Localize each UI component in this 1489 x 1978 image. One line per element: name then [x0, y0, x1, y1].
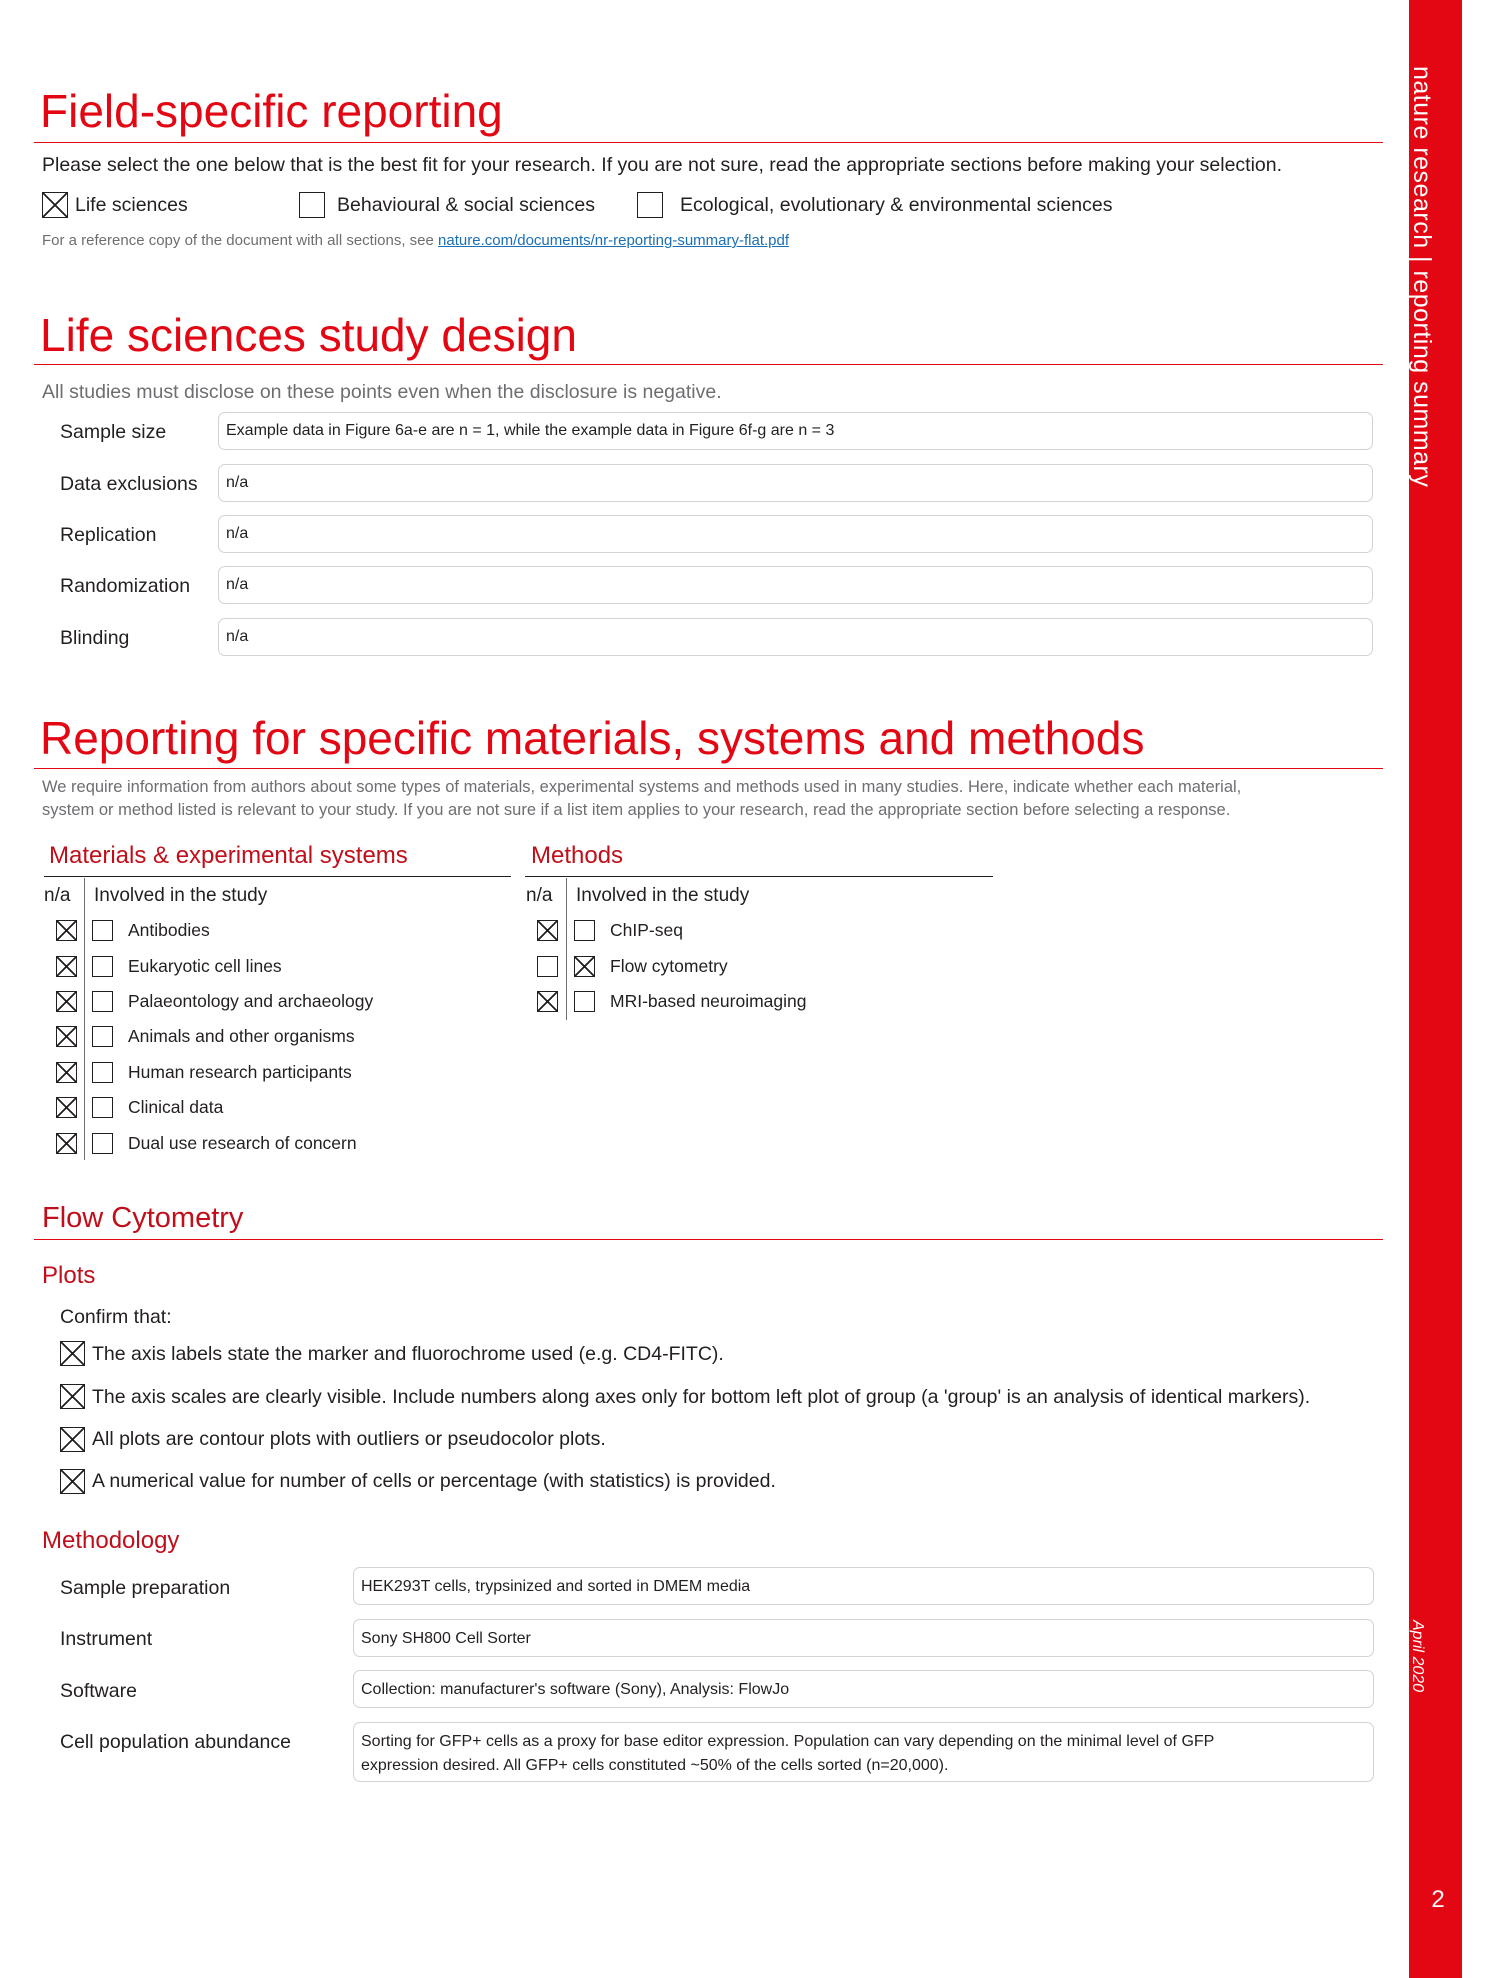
human-participants-involved-checkbox[interactable] — [92, 1062, 113, 1083]
numerical-value-checkbox[interactable] — [60, 1469, 85, 1494]
antibodies-na-checkbox[interactable] — [56, 920, 77, 941]
column-rule — [44, 876, 511, 877]
dual-use-label: Dual use research of concern — [128, 1133, 357, 1153]
reference-prefix: For a reference copy of the document with all sections, see — [42, 232, 439, 249]
clinical-data-involved-checkbox[interactable] — [92, 1097, 113, 1118]
flow-cytometry-na-checkbox[interactable] — [537, 956, 558, 977]
clinical-data-na-checkbox[interactable] — [56, 1097, 77, 1118]
abundance-label: Cell population abundance — [60, 1731, 291, 1753]
reference-link[interactable]: nature.com/documents/nr-reporting-summary-flat.pdf — [438, 232, 790, 249]
plots-heading: Plots — [42, 1262, 96, 1289]
materials-heading: Reporting for specific materials, systems and methods — [40, 712, 1145, 764]
divider — [34, 364, 1383, 365]
dual-use-na-checkbox[interactable] — [56, 1133, 77, 1154]
software-label: Software — [60, 1680, 137, 1702]
data-exclusions-label: Data exclusions — [60, 473, 198, 495]
clinical-data-label: Clinical data — [128, 1097, 224, 1117]
life-sciences-checkbox[interactable] — [42, 192, 68, 218]
axis-scales-text: The axis scales are clearly visible. Include numbers along axes only for bottom left plot of group (a 'group' is an analysis of identical markers). — [92, 1386, 1311, 1408]
cell-lines-na-checkbox[interactable] — [56, 956, 77, 977]
materials-column-title: Materials & experimental systems — [49, 842, 408, 869]
methodology-heading: Methodology — [42, 1527, 180, 1554]
palaeontology-label: Palaeontology and archaeology — [128, 991, 374, 1011]
abundance-field[interactable] — [353, 1722, 1374, 1782]
randomization-label: Randomization — [60, 575, 191, 597]
materials-involved-header: Involved in the study — [94, 885, 268, 906]
abundance-line2: expression desired. All GFP+ cells constituted ~50% of the cells sorted (n=20,000). — [361, 1757, 949, 1774]
sidebar-title: nature research | reporting summary — [1408, 66, 1436, 488]
ecological-label: Ecological, evolutionary & environmental sciences — [680, 194, 1113, 216]
human-participants-label: Human research participants — [128, 1062, 352, 1082]
sidebar-date: April 2020 — [1409, 1620, 1426, 1693]
contour-plots-text: All plots are contour plots with outliers or pseudocolor plots. — [92, 1428, 606, 1450]
reference-note — [42, 232, 789, 249]
flow-cytometry-heading: Flow Cytometry — [42, 1202, 244, 1234]
field-specific-heading: Field-specific reporting — [40, 85, 503, 137]
mri-na-checkbox[interactable] — [537, 991, 558, 1012]
study-design-heading: Life sciences study design — [40, 309, 577, 361]
palaeontology-na-checkbox[interactable] — [56, 991, 77, 1012]
chip-seq-label: ChIP-seq — [610, 920, 683, 940]
replication-label: Replication — [60, 524, 157, 546]
methods-na-header: n/a — [526, 885, 553, 906]
chip-seq-na-checkbox[interactable] — [537, 920, 558, 941]
human-participants-na-checkbox[interactable] — [56, 1062, 77, 1083]
cell-lines-label: Eukaryotic cell lines — [128, 956, 282, 976]
sample-prep-field[interactable]: HEK293T cells, trypsinized and sorted in DMEM media — [353, 1567, 1374, 1605]
mri-label: MRI-based neuroimaging — [610, 991, 807, 1011]
randomization-field[interactable]: n/a — [218, 566, 1373, 604]
materials-na-header: n/a — [44, 885, 71, 906]
behavioural-label: Behavioural & social sciences — [337, 194, 595, 216]
life-sciences-label: Life sciences — [75, 194, 188, 216]
chip-seq-involved-checkbox[interactable] — [574, 920, 595, 941]
methods-involved-header: Involved in the study — [576, 885, 750, 906]
antibodies-label: Antibodies — [128, 920, 210, 940]
field-instruction: Please select the one below that is the best fit for your research. If you are not sure, read the appropriate sections before making your selection. — [42, 154, 1283, 176]
mri-involved-checkbox[interactable] — [574, 991, 595, 1012]
data-exclusions-field[interactable]: n/a — [218, 464, 1373, 502]
blinding-label: Blinding — [60, 627, 130, 649]
divider — [34, 142, 1383, 143]
sample-prep-label: Sample preparation — [60, 1577, 231, 1599]
flow-cytometry-involved-checkbox[interactable] — [574, 956, 595, 977]
ecological-checkbox[interactable] — [637, 192, 663, 218]
column-divider — [84, 878, 85, 1160]
instrument-field[interactable]: Sony SH800 Cell Sorter — [353, 1619, 1374, 1657]
behavioural-checkbox[interactable] — [299, 192, 325, 218]
instrument-label: Instrument — [60, 1628, 153, 1650]
column-divider — [566, 878, 567, 1020]
sample-size-field[interactable]: Example data in Figure 6a-e are n = 1, while the example data in Figure 6f-g are n = 3 — [218, 412, 1373, 450]
materials-intro-line2: system or method listed is relevant to your study. If you are not sure if a list item applies to your research, read the appropriate section before selecting a response. — [42, 801, 1231, 819]
flow-cytometry-label: Flow cytometry — [610, 956, 728, 976]
replication-field[interactable]: n/a — [218, 515, 1373, 553]
axis-labels-checkbox[interactable] — [60, 1341, 85, 1366]
sample-size-label: Sample size — [60, 421, 167, 443]
software-field[interactable]: Collection: manufacturer's software (Sony), Analysis: FlowJo — [353, 1670, 1374, 1708]
dual-use-involved-checkbox[interactable] — [92, 1133, 113, 1154]
palaeontology-involved-checkbox[interactable] — [92, 991, 113, 1012]
contour-plots-checkbox[interactable] — [60, 1427, 85, 1452]
confirm-label: Confirm that: — [60, 1306, 172, 1328]
materials-intro-line1: We require information from authors about some types of materials, experimental systems and methods used in many studies. Here, indicate whether each material, — [42, 778, 1242, 796]
cell-lines-involved-checkbox[interactable] — [92, 956, 113, 977]
methods-column-title: Methods — [531, 842, 624, 869]
animals-involved-checkbox[interactable] — [92, 1026, 113, 1047]
animals-na-checkbox[interactable] — [56, 1026, 77, 1047]
page-number: 2 — [1431, 1886, 1445, 1913]
column-rule — [525, 876, 993, 877]
abundance-line1: Sorting for GFP+ cells as a proxy for base editor expression. Population can vary depending on the minimal level of GFP — [361, 1733, 1215, 1750]
divider — [34, 1239, 1383, 1240]
animals-label: Animals and other organisms — [128, 1026, 355, 1046]
antibodies-involved-checkbox[interactable] — [92, 920, 113, 941]
divider — [34, 768, 1383, 769]
axis-labels-text: The axis labels state the marker and fluorochrome used (e.g. CD4-FITC). — [92, 1343, 724, 1365]
numerical-value-text: A numerical value for number of cells or percentage (with statistics) is provided. — [92, 1470, 776, 1492]
study-design-subtitle: All studies must disclose on these points even when the disclosure is negative. — [42, 381, 722, 403]
axis-scales-checkbox[interactable] — [60, 1384, 85, 1409]
blinding-field[interactable]: n/a — [218, 618, 1373, 656]
